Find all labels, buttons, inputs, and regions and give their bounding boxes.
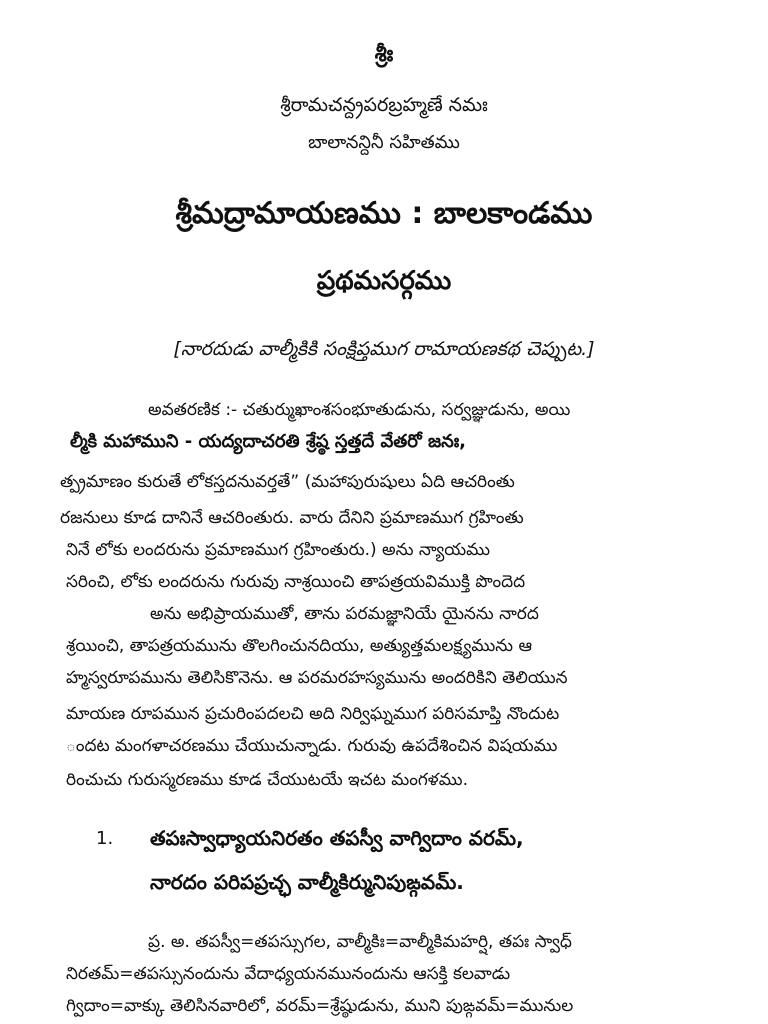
book-title: శ్రీమద్రామాయణము : బాలకాండము: [175, 196, 593, 231]
intro-line: ల్మీకి మహాముని - యద్యదాచరతి శ్రేష్ఠ స్తత్తదే వేతరో జనః,: [70, 431, 466, 452]
verse-line: నారదం పరిపప్రచ్ఛ వాల్మీకిర్మునిపుఙ్గవమ్.: [150, 870, 464, 894]
intro-line: శ్రయించి, తాపత్రయమును తొలగించునదియు, అత్యుత్తమలక్ష్యమును ఆ: [66, 636, 533, 656]
intro-line: నినే లోకు లందరును ప్రమాణముగ గ్రహింతురు.) అను న్యాయము: [66, 540, 491, 560]
salutation-line: శ్రీరామచన్ద్రపరబ్రహ్మణే నమః: [280, 94, 488, 116]
chapter-title: ప్రథమసర్గము: [316, 266, 452, 296]
commentary-name: బాలానన్దినీ సహితము: [308, 132, 460, 153]
gloss-line: ప్ర. అ. తపస్వీ=తపస్సుగల, వాల్మీకిః=వాల్మీకిమహర్షి, తపః స్వాధ్: [148, 932, 572, 952]
intro-line: హ్మస్వరూపమును తెలిసికొనెను. ఆ పరమరహస్యమును అందరికిని తెలియున: [66, 668, 568, 688]
intro-line: ందట మంగళాచరణము చేయుచున్నాడు. గురువు ఉపదేశించిన విషయము: [66, 736, 558, 756]
gloss-line: నిరతమ్=తపస్సునందును వేదాధ్యయనమునందును ఆసక్తి కలవాడు: [66, 964, 511, 984]
intro-line: అను అభిప్రాయముతో, తాను పరమజ్ఞానియే యైనను నారద: [150, 604, 539, 624]
intro-line: రజనులు కూడ దానినే ఆచరింతురు. వారు దేనిని ప్రమాణముగ గ్రహింతు: [60, 508, 524, 528]
chapter-summary: [నారదుడు వాల్మీకికి సంక్షిప్తముగ రామాయణకథ చెప్పుట.]: [173, 338, 595, 360]
intro-line: రించుచు గురుస్మరణము కూడ చేయుటయే ఇచట మంగళము.: [66, 770, 468, 790]
intro-line: సరించి, లోకు లందరును గురువు నాశ్రయించి తాపత్రయవిముక్తి పొందెద: [66, 572, 526, 592]
intro-line: అవతరణిక :- చతుర్ముఖాంశసంభూతుడును, సర్వజ్ఞుడును, అయి: [148, 400, 571, 420]
intro-line: త్ప్రమాణం కురుతే లోకస్తదనువర్తతే” (మహాపురుషులు ఏది ఆచరింతు: [60, 472, 515, 492]
invocation-heading: శ్రీః: [374, 42, 394, 67]
intro-line: మాయణ రూపమున ప్రచురింపదలచి అది నిర్విఘ్నముగ పరిసమాప్తి నొందుట: [66, 704, 560, 724]
verse-line: తపఃస్వాధ్యాయనిరతం తపస్వీ వాగ్విదాం వరమ్,: [150, 826, 524, 850]
verse-number: 1.: [96, 828, 114, 849]
gloss-line: గ్విదాం=వాక్కు తెలిసినవారిలో, వరమ్=శ్రేష్ఠుడును, ముని పుఙ్గవమ్=మునుల: [66, 996, 574, 1016]
